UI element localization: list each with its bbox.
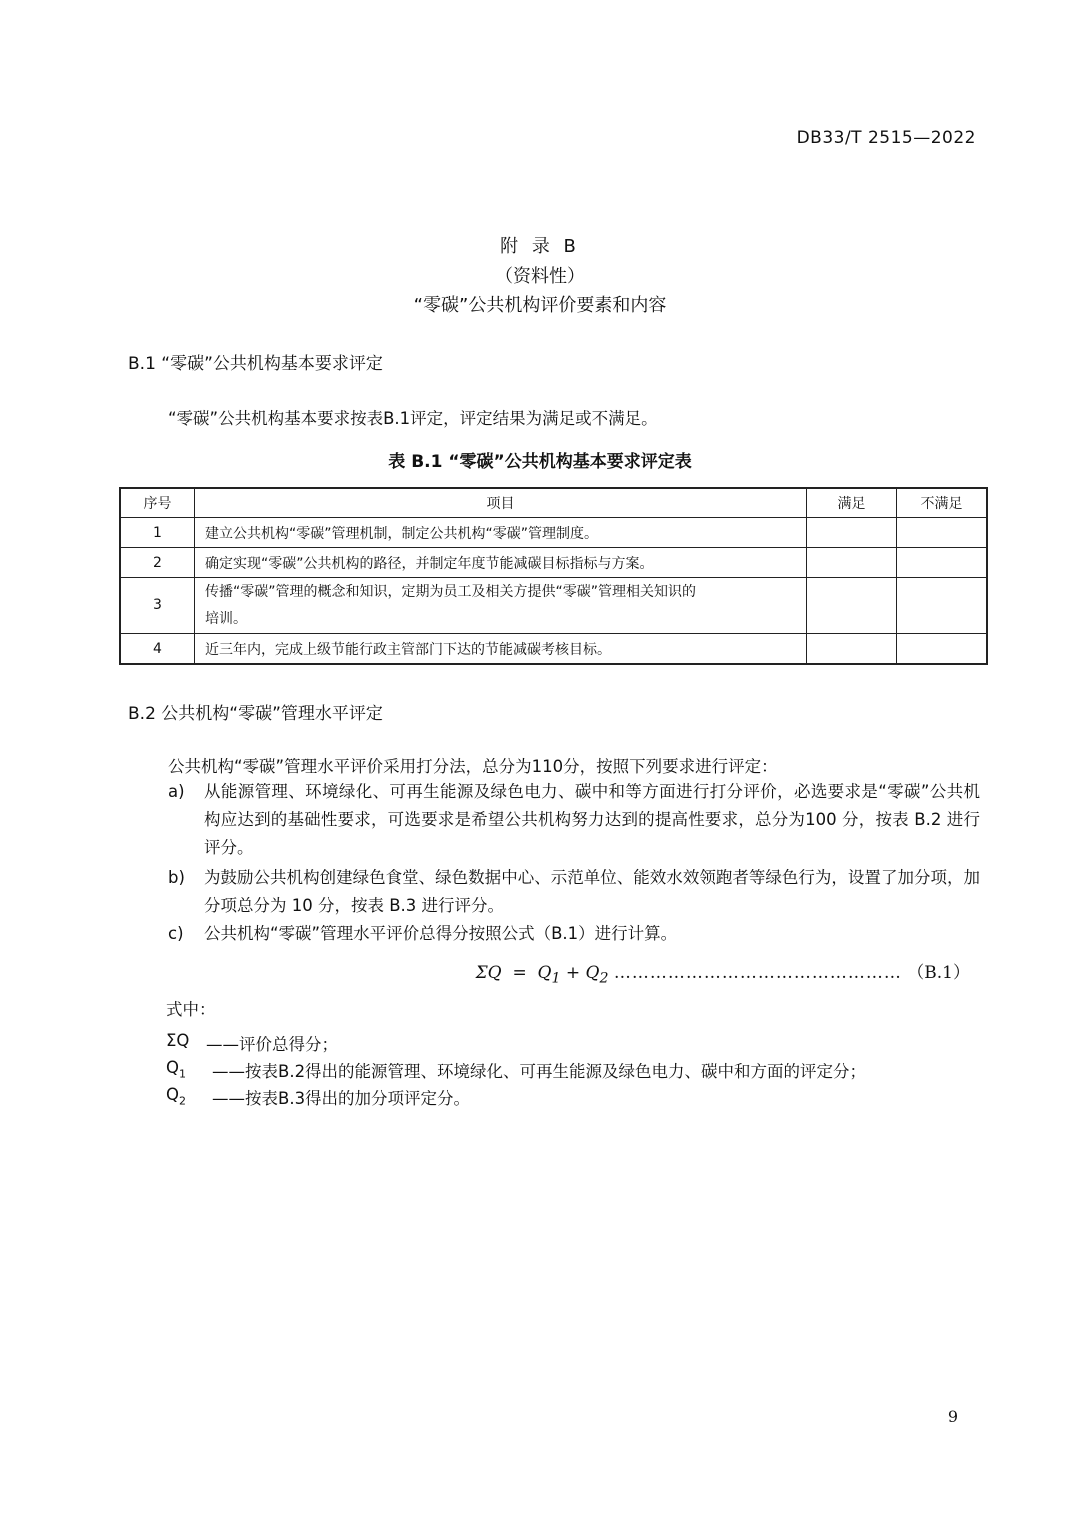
list-marker: c) bbox=[168, 924, 184, 943]
appendix-title: 附 录 B bbox=[500, 236, 580, 257]
unsatisfied-cell bbox=[897, 548, 988, 578]
formula-q2-sub: 2 bbox=[599, 970, 609, 987]
row-number: 3 bbox=[120, 578, 195, 634]
table-row bbox=[120, 548, 987, 578]
formula-equals: = bbox=[512, 963, 527, 983]
formula-reference: （B.1） bbox=[907, 963, 970, 983]
definition-symbol: $Q_1$ bbox=[166, 1058, 186, 1081]
section-b1-intro: “零碳”公共机构基本要求按表B.1评定，评定结果为满足或不满足。 bbox=[168, 409, 658, 428]
row-item: 近三年内，完成上级节能行政主管部门下达的节能减碳考核目标。 bbox=[195, 634, 807, 665]
document-code: DB33/T 2515—2022 bbox=[796, 128, 976, 148]
page-number: 9 bbox=[947, 1407, 958, 1426]
list-text: 从能源管理、环境绿化、可再生能源及绿色电力、碳中和等方面进行打分评价，必选要求是“零碳”公共机构应达到的基础性要求，可选要求是希望公共机构努力达到的提高性要求，总分为100 分，按表 B.2 进行评分。 bbox=[204, 782, 980, 857]
unsatisfied-cell bbox=[897, 518, 988, 548]
appendix-heading: “零碳”公共机构评价要素和内容 bbox=[413, 295, 667, 316]
formula-q1: Q bbox=[537, 963, 552, 983]
appendix-type: （资料性） bbox=[495, 266, 585, 287]
table-row bbox=[120, 634, 987, 665]
list-marker: a) bbox=[168, 782, 185, 801]
row-item-line-2: 培训。 bbox=[205, 610, 247, 627]
row-item: 建立公共机构“零碳”管理机制，制定公共机构“零碳”管理制度。 bbox=[195, 518, 807, 548]
list-text: 为鼓励公共机构创建绿色食堂、绿色数据中心、示范单位、能效水效领跑者等绿色行为，设置了加分项，加分项总分为 10 分，按表 B.3 进行评分。 bbox=[204, 868, 980, 915]
requirements-table bbox=[119, 487, 988, 665]
section-b1-title: B.1 “零碳”公共机构基本要求评定 bbox=[128, 354, 383, 374]
header-no: 序号 bbox=[120, 488, 195, 518]
definition-symbol: ΣQ bbox=[166, 1031, 190, 1050]
header-satisfied: 满足 bbox=[807, 488, 897, 518]
satisfied-cell bbox=[807, 634, 897, 665]
table-row bbox=[120, 518, 987, 548]
satisfied-cell bbox=[807, 548, 897, 578]
formula-lhs: ΣQ bbox=[475, 963, 502, 983]
table-header-row bbox=[120, 488, 987, 518]
where-label: 式中： bbox=[166, 1000, 216, 1019]
list-marker: b) bbox=[168, 868, 185, 887]
formula-q1-sub: 1 bbox=[551, 970, 561, 987]
row-number: 4 bbox=[120, 634, 195, 665]
section-b2-title: B.2 公共机构“零碳”管理水平评定 bbox=[128, 704, 383, 724]
row-number: 2 bbox=[120, 548, 195, 578]
formula-b1 bbox=[476, 958, 970, 986]
definition-text: ——评价总得分； bbox=[206, 1035, 338, 1054]
definition-text: ——按表B.2得出的能源管理、环境绿化、可再生能源及绿色电力、碳中和方面的评定分； bbox=[212, 1062, 867, 1081]
list-text: 公共机构“零碳”管理水平评价总得分按照公式（B.1）进行计算。 bbox=[204, 924, 678, 943]
table-row bbox=[120, 578, 987, 634]
row-item: 确定实现“零碳”公共机构的路径，并制定年度节能减碳目标指标与方案。 bbox=[195, 548, 807, 578]
header-unsatisfied: 不满足 bbox=[897, 488, 988, 518]
unsatisfied-cell bbox=[897, 634, 988, 665]
definition-text: ——按表B.3得出的加分项评定分。 bbox=[212, 1089, 471, 1108]
row-item-line-1: 传播“零碳”管理的概念和知识，定期为员工及相关方提供“零碳”管理相关知识的 bbox=[205, 583, 697, 600]
section-b2-intro: 公共机构“零碳”管理水平评价采用打分法，总分为110分，按照下列要求进行评定： bbox=[168, 757, 778, 776]
formula-q2: Q bbox=[585, 963, 600, 983]
row-number: 1 bbox=[120, 518, 195, 548]
formula-leader-dots: ………………………………………… bbox=[613, 963, 902, 983]
row-item bbox=[195, 578, 807, 634]
satisfied-cell bbox=[807, 578, 897, 634]
satisfied-cell bbox=[807, 518, 897, 548]
header-item: 项目 bbox=[195, 488, 807, 518]
formula-plus: + bbox=[565, 963, 581, 983]
unsatisfied-cell bbox=[897, 578, 988, 634]
table-caption: 表 B.1 “零碳”公共机构基本要求评定表 bbox=[388, 452, 692, 472]
definition-symbol: $Q_2$ bbox=[166, 1085, 186, 1108]
